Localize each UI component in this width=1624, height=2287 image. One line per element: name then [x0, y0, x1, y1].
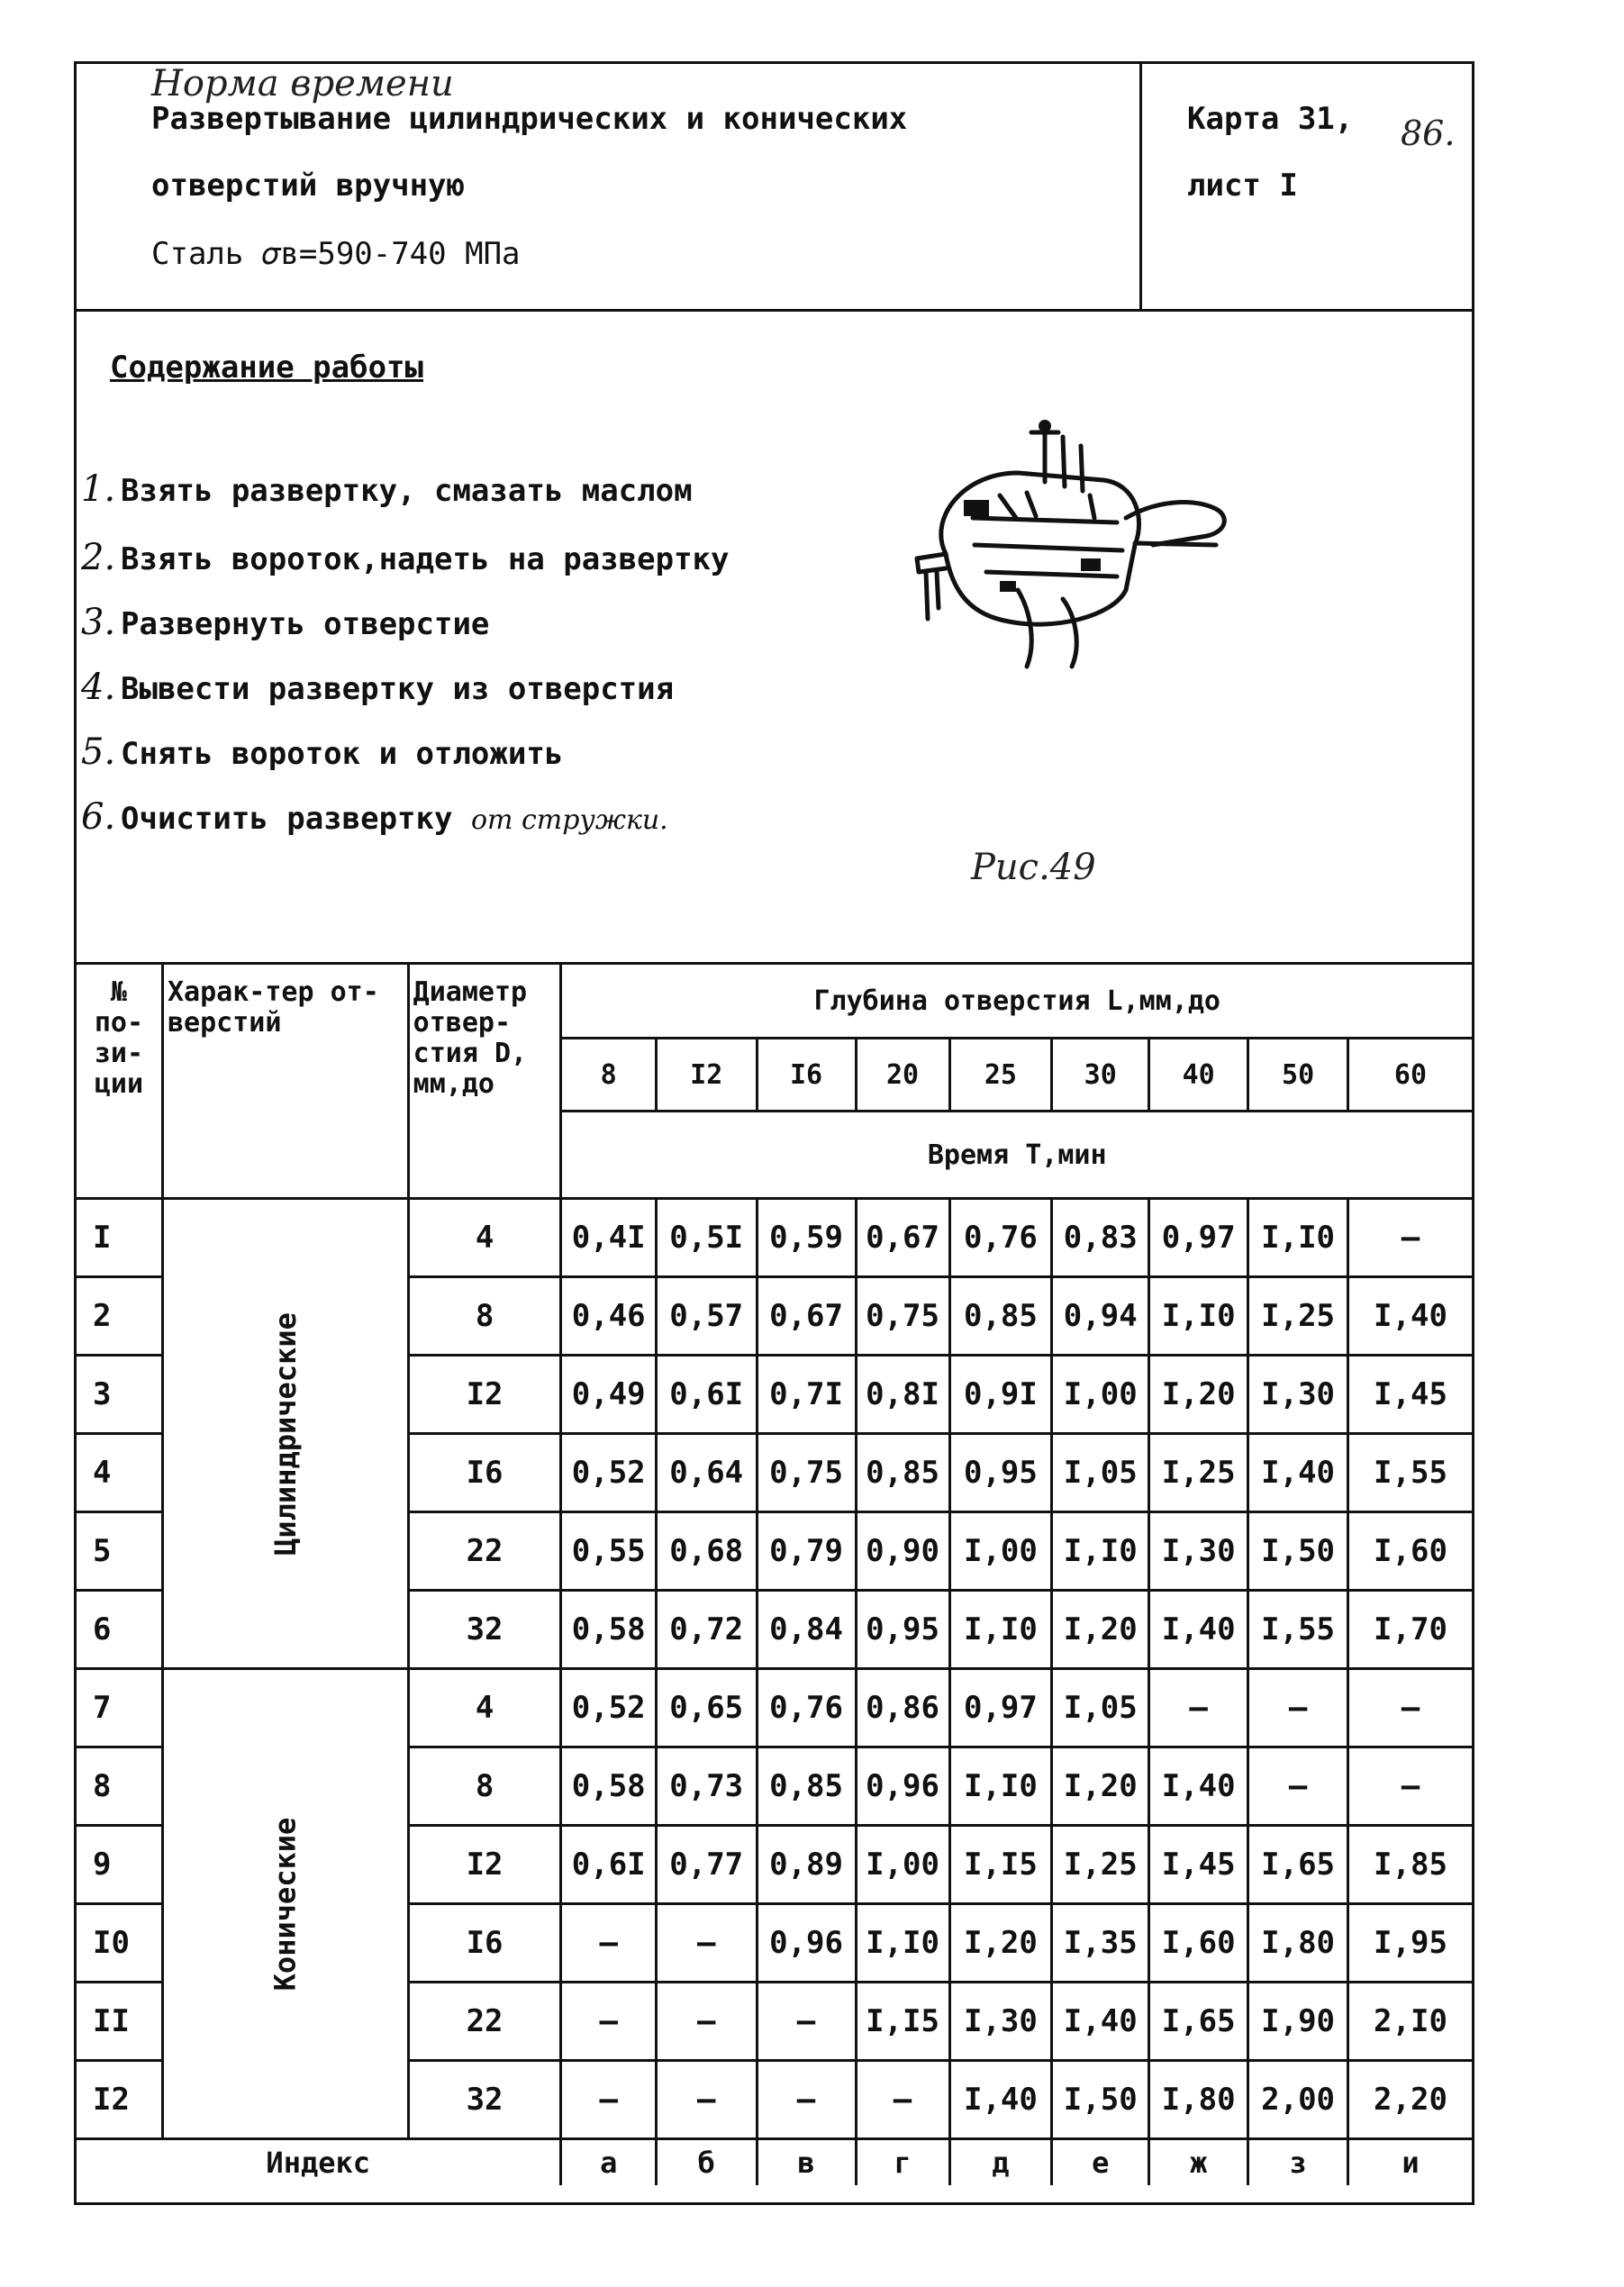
diam-cell: 22 [408, 1983, 561, 2061]
diam-cell: I6 [408, 1904, 561, 1983]
diam-cell: 32 [408, 1591, 561, 1669]
time-cell: – [1347, 1199, 1473, 1277]
time-cell: I,80 [1149, 2061, 1248, 2139]
time-cell: 0,96 [757, 1904, 856, 1983]
header-card-divider [1139, 61, 1142, 312]
time-cell: I,20 [1149, 1356, 1248, 1434]
page-number: 86. [1401, 113, 1456, 153]
time-cell: 0,9I [949, 1356, 1052, 1434]
depth-col: 50 [1248, 1039, 1348, 1112]
depth-col: 60 [1347, 1039, 1473, 1112]
step-1 [81, 468, 693, 510]
time-cell: I,05 [1052, 1434, 1149, 1512]
index-letter: в [757, 2139, 856, 2186]
time-cell: I,00 [949, 1512, 1052, 1591]
time-cell: 0,86 [856, 1669, 949, 1747]
time-cell: 0,76 [949, 1199, 1052, 1277]
time-cell: 0,94 [1052, 1277, 1149, 1356]
time-cell: 0,64 [656, 1434, 757, 1512]
header-divider [74, 309, 1474, 312]
time-norms-table [74, 962, 1474, 2185]
time-cell: 0,5I [656, 1199, 757, 1277]
time-cell: 0,95 [949, 1434, 1052, 1512]
time-cell: – [1347, 1669, 1473, 1747]
time-cell: I,I0 [1052, 1512, 1149, 1591]
time-cell: 0,79 [757, 1512, 856, 1591]
time-cell: I,40 [1052, 1983, 1149, 2061]
time-cell: I,00 [1052, 1356, 1149, 1434]
time-cell: 0,84 [757, 1591, 856, 1669]
time-cell: – [656, 2061, 757, 2139]
header-hole-type: Харак-тер от-верстий [162, 964, 408, 1199]
time-cell: I,30 [949, 1983, 1052, 2061]
time-cell: 0,89 [757, 1826, 856, 1904]
time-cell: I,60 [1149, 1904, 1248, 1983]
time-cell: 0,49 [561, 1356, 656, 1434]
group-conical [162, 1669, 408, 2139]
time-cell: 0,75 [856, 1277, 949, 1356]
header-time: Время Т,мин [561, 1112, 1474, 1199]
time-cell: I,25 [1248, 1277, 1348, 1356]
time-cell: 0,65 [656, 1669, 757, 1747]
time-cell: 0,46 [561, 1277, 656, 1356]
time-cell: I,20 [949, 1904, 1052, 1983]
time-cell: I,25 [1149, 1434, 1248, 1512]
pos-cell: 5 [76, 1512, 163, 1591]
time-cell: 0,4I [561, 1199, 656, 1277]
time-cell: I,70 [1347, 1591, 1473, 1669]
hand-reaming-icon [910, 410, 1243, 671]
pos-cell: I2 [76, 2061, 163, 2139]
time-cell: I,I5 [856, 1983, 949, 2061]
index-label: Индекс [76, 2139, 561, 2186]
time-cell: – [1347, 1747, 1473, 1826]
time-cell: 0,75 [757, 1434, 856, 1512]
diam-cell: I2 [408, 1356, 561, 1434]
step-handwritten-tail: от стружки. [470, 804, 668, 836]
time-cell: 0,83 [1052, 1199, 1149, 1277]
step-number: 4. [81, 667, 116, 708]
step-6 [81, 796, 668, 838]
time-cell: I,40 [949, 2061, 1052, 2139]
time-cell: I,I0 [1248, 1199, 1348, 1277]
title-line-3: Сталь 𝜎в=590-740 МПа [151, 236, 521, 272]
time-cell: 0,6I [656, 1356, 757, 1434]
time-cell: I,50 [1052, 2061, 1149, 2139]
header-diameter: Диаметр отвер-стия D, мм,до [408, 964, 561, 1199]
header-position: № по-зи-ции [76, 964, 163, 1199]
time-cell: 0,57 [656, 1277, 757, 1356]
step-number: 3. [81, 602, 116, 643]
table-row [76, 1199, 1474, 1277]
depth-col: I6 [757, 1039, 856, 1112]
sheet-number: лист I [1187, 168, 1298, 204]
pos-cell: I [76, 1199, 163, 1277]
step-3 [81, 602, 489, 643]
time-cell: – [561, 1983, 656, 2061]
time-cell: 0,68 [656, 1512, 757, 1591]
pos-cell: 4 [76, 1434, 163, 1512]
time-cell: I,65 [1248, 1826, 1348, 1904]
time-cell: 0,7I [757, 1356, 856, 1434]
pos-cell: 6 [76, 1591, 163, 1669]
time-cell: I,80 [1248, 1904, 1348, 1983]
group-label: Цилиндрические [268, 1311, 303, 1556]
time-cell: I,85 [1347, 1826, 1473, 1904]
time-cell: I,20 [1052, 1591, 1149, 1669]
time-cell: I,I0 [1149, 1277, 1248, 1356]
depth-col: 8 [561, 1039, 656, 1112]
diam-cell: 4 [408, 1669, 561, 1747]
step-text: Взять вороток,надеть на развертку [121, 541, 730, 577]
time-cell: 0,73 [656, 1747, 757, 1826]
step-text: Взять развертку, смазать маслом [121, 473, 693, 509]
time-cell: – [656, 1904, 757, 1983]
time-cell: 0,59 [757, 1199, 856, 1277]
pos-cell: 2 [76, 1277, 163, 1356]
time-cell: 0,58 [561, 1747, 656, 1826]
pos-cell: 3 [76, 1356, 163, 1434]
card-number: Карта 31, [1187, 101, 1354, 137]
time-cell: 0,85 [757, 1747, 856, 1826]
time-cell: I,05 [1052, 1669, 1149, 1747]
header-depth: Глубина отверстия L,мм,до [561, 964, 1474, 1039]
time-cell: 0,6I [561, 1826, 656, 1904]
group-label: Конические [268, 1817, 303, 1991]
time-cell: I,30 [1248, 1356, 1348, 1434]
index-letter: д [949, 2139, 1052, 2186]
index-letter: г [856, 2139, 949, 2186]
time-cell: 2,00 [1248, 2061, 1348, 2139]
time-cell: – [1248, 1669, 1348, 1747]
step-text: Вывести развертку из отверстия [121, 671, 675, 707]
time-cell: 0,97 [949, 1669, 1052, 1747]
time-cell: I,60 [1347, 1512, 1473, 1591]
diam-cell: 8 [408, 1277, 561, 1356]
time-cell: I,I0 [949, 1747, 1052, 1826]
index-letter: е [1052, 2139, 1149, 2186]
time-cell: I,40 [1149, 1591, 1248, 1669]
time-cell: 0,77 [656, 1826, 757, 1904]
time-cell: 0,96 [856, 1747, 949, 1826]
step-4 [81, 667, 674, 708]
time-cell: I,40 [1149, 1747, 1248, 1826]
time-cell: 0,58 [561, 1591, 656, 1669]
content-title: Содержание работы [110, 349, 423, 386]
figure-caption: Рис.49 [971, 847, 1096, 888]
pos-cell: I0 [76, 1904, 163, 1983]
handwritten-title: Норма времени [151, 63, 454, 104]
time-cell: – [656, 1983, 757, 2061]
step-number: 2. [81, 537, 116, 578]
index-letter: б [656, 2139, 757, 2186]
pos-cell: 7 [76, 1669, 163, 1747]
time-cell: – [561, 2061, 656, 2139]
diam-cell: 22 [408, 1512, 561, 1591]
depth-col: 30 [1052, 1039, 1149, 1112]
diam-cell: 4 [408, 1199, 561, 1277]
step-number: 6. [81, 796, 116, 838]
time-cell: 0,67 [757, 1277, 856, 1356]
time-cell: I,95 [1347, 1904, 1473, 1983]
index-letter: и [1347, 2139, 1473, 2186]
time-cell: 0,76 [757, 1669, 856, 1747]
time-cell: – [1248, 1747, 1348, 1826]
title-line-2: отверстий вручную [151, 168, 465, 204]
step-5 [81, 731, 563, 773]
index-row [76, 2139, 1474, 2186]
time-cell: – [561, 1904, 656, 1983]
time-cell: – [757, 2061, 856, 2139]
time-cell: I,25 [1052, 1826, 1149, 1904]
time-cell: I,35 [1052, 1904, 1149, 1983]
time-cell: I,50 [1248, 1512, 1348, 1591]
time-cell: I,I5 [949, 1826, 1052, 1904]
title-line-1: Развертывание цилиндрических и конических [151, 101, 908, 137]
time-cell: 0,67 [856, 1199, 949, 1277]
step-text: Снять вороток и отложить [121, 736, 564, 772]
step-text: Развернуть отверстие [121, 606, 490, 642]
pos-cell: 9 [76, 1826, 163, 1904]
time-cell: I,00 [856, 1826, 949, 1904]
time-cell: I,I0 [949, 1591, 1052, 1669]
index-letter: а [561, 2139, 656, 2186]
time-cell: I,90 [1248, 1983, 1348, 2061]
time-cell: 0,52 [561, 1669, 656, 1747]
depth-col: I2 [656, 1039, 757, 1112]
step-number: 1. [81, 468, 116, 510]
pos-cell: 8 [76, 1747, 163, 1826]
time-cell: 0,97 [1149, 1199, 1248, 1277]
time-cell: 2,I0 [1347, 1983, 1473, 2061]
time-cell: 0,85 [949, 1277, 1052, 1356]
time-cell: I,40 [1248, 1434, 1348, 1512]
depth-col: 25 [949, 1039, 1052, 1112]
index-letter: з [1248, 2139, 1348, 2186]
table-row [76, 1669, 1474, 1747]
time-cell: 0,55 [561, 1512, 656, 1591]
step-2 [81, 537, 730, 578]
diam-cell: 32 [408, 2061, 561, 2139]
depth-col: 20 [856, 1039, 949, 1112]
time-cell: 0,52 [561, 1434, 656, 1512]
time-cell: I,40 [1347, 1277, 1473, 1356]
time-cell: I,65 [1149, 1983, 1248, 2061]
time-cell: – [1149, 1669, 1248, 1747]
time-cell: 2,20 [1347, 2061, 1473, 2139]
time-cell: I,I0 [856, 1904, 949, 1983]
time-cell: I,45 [1149, 1826, 1248, 1904]
diam-cell: I6 [408, 1434, 561, 1512]
step-text: Очистить развертку [121, 801, 471, 837]
time-cell: 0,72 [656, 1591, 757, 1669]
time-cell: I,55 [1347, 1434, 1473, 1512]
diam-cell: I2 [408, 1826, 561, 1904]
index-letter: ж [1149, 2139, 1248, 2186]
time-cell: – [856, 2061, 949, 2139]
time-cell: 0,8I [856, 1356, 949, 1434]
time-cell: I,30 [1149, 1512, 1248, 1591]
pos-cell: II [76, 1983, 163, 2061]
time-cell: I,20 [1052, 1747, 1149, 1826]
diam-cell: 8 [408, 1747, 561, 1826]
time-cell: 0,85 [856, 1434, 949, 1512]
depth-col: 40 [1149, 1039, 1248, 1112]
time-cell: I,55 [1248, 1591, 1348, 1669]
time-cell: I,45 [1347, 1356, 1473, 1434]
step-number: 5. [81, 731, 116, 773]
group-cylindrical [162, 1199, 408, 1669]
time-cell: 0,90 [856, 1512, 949, 1591]
time-cell: 0,95 [856, 1591, 949, 1669]
time-cell: – [757, 1983, 856, 2061]
